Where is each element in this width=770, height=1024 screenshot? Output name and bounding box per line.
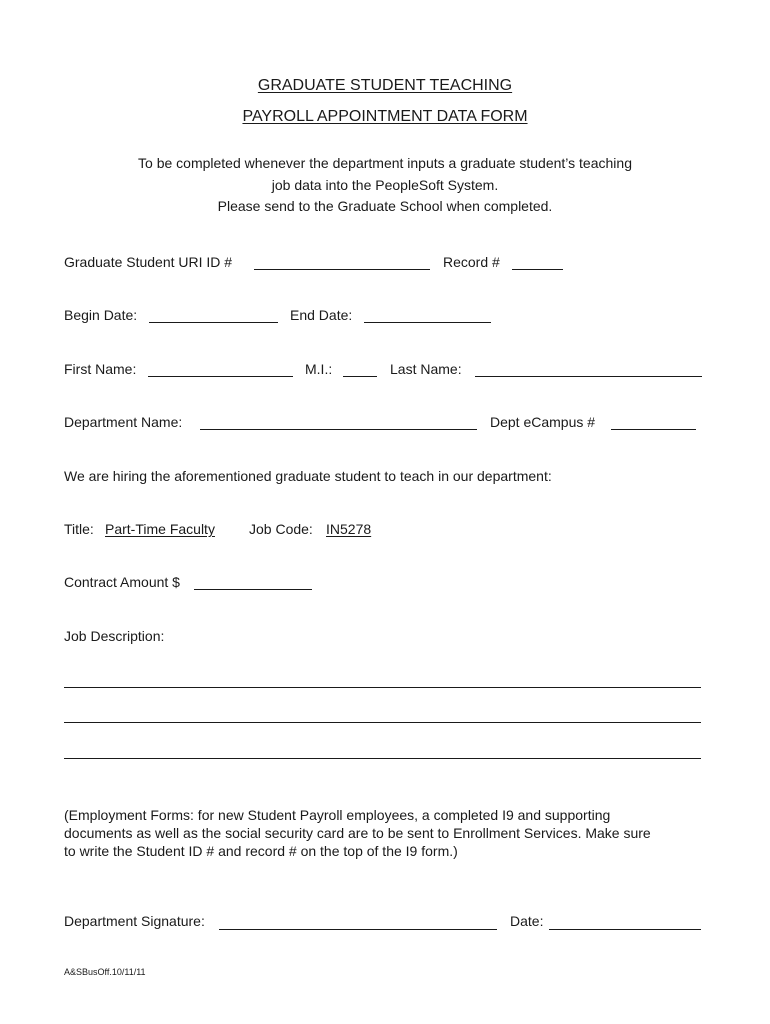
student-id-field[interactable]: [254, 269, 430, 270]
record-label: Record #: [443, 254, 500, 270]
student-id-label: Graduate Student URI ID #: [64, 254, 233, 270]
end-date-label: End Date:: [290, 307, 353, 323]
dept-ecampus-field[interactable]: [611, 429, 696, 430]
form-title-line1: GRADUATE STUDENT TEACHING: [257, 77, 513, 94]
begin-date-field[interactable]: [149, 322, 278, 323]
form-title-line2: PAYROLL APPOINTMENT DATA FORM: [242, 108, 528, 125]
job-description-label: Job Description:: [64, 628, 165, 644]
employment-note-line2: documents as well as the social security card are to be sent to Enrollment Services. Make sure: [64, 825, 651, 841]
last-name-field[interactable]: [475, 376, 702, 377]
employment-note-line3: to write the Student ID # and record # on the top of the I9 form.): [64, 843, 458, 859]
dept-ecampus-label: Dept eCampus #: [490, 414, 596, 430]
department-name-label: Department Name:: [64, 414, 183, 430]
title-label: Title:: [64, 521, 94, 537]
hiring-statement: We are hiring the aforementioned graduate student to teach in our department:: [64, 468, 552, 484]
title-value: Part-Time Faculty: [105, 521, 215, 537]
department-signature-field[interactable]: [219, 929, 497, 930]
first-name-field[interactable]: [148, 376, 293, 377]
end-date-field[interactable]: [364, 322, 491, 323]
department-name-field[interactable]: [200, 429, 477, 430]
signature-date-field[interactable]: [549, 929, 701, 930]
job-code-value: IN5278: [326, 521, 372, 537]
last-name-label: Last Name:: [390, 361, 462, 377]
instructions-line2: job data into the PeopleSoft System.: [271, 177, 499, 193]
job-code-label: Job Code:: [249, 521, 313, 537]
job-description-line[interactable]: [64, 722, 701, 723]
signature-date-label: Date:: [510, 913, 544, 929]
employment-note-line1: (Employment Forms: for new Student Payroll employees, a completed I9 and supporting: [64, 807, 611, 823]
instructions-line1: To be completed whenever the department inputs a graduate student’s teaching: [138, 155, 632, 171]
contract-amount-label: Contract Amount $: [64, 574, 180, 590]
mi-label: M.I.:: [305, 361, 333, 377]
job-description-line[interactable]: [64, 687, 701, 688]
department-signature-label: Department Signature:: [64, 913, 205, 929]
instructions-line3: Please send to the Graduate School when completed.: [217, 198, 553, 214]
form-code-footer: A&SBusOff.10/11/11: [64, 967, 146, 977]
mi-field[interactable]: [343, 376, 377, 377]
contract-amount-field[interactable]: [194, 589, 312, 590]
begin-date-label: Begin Date:: [64, 307, 138, 323]
job-description-line[interactable]: [64, 758, 701, 759]
record-field[interactable]: [512, 269, 563, 270]
first-name-label: First Name:: [64, 361, 137, 377]
